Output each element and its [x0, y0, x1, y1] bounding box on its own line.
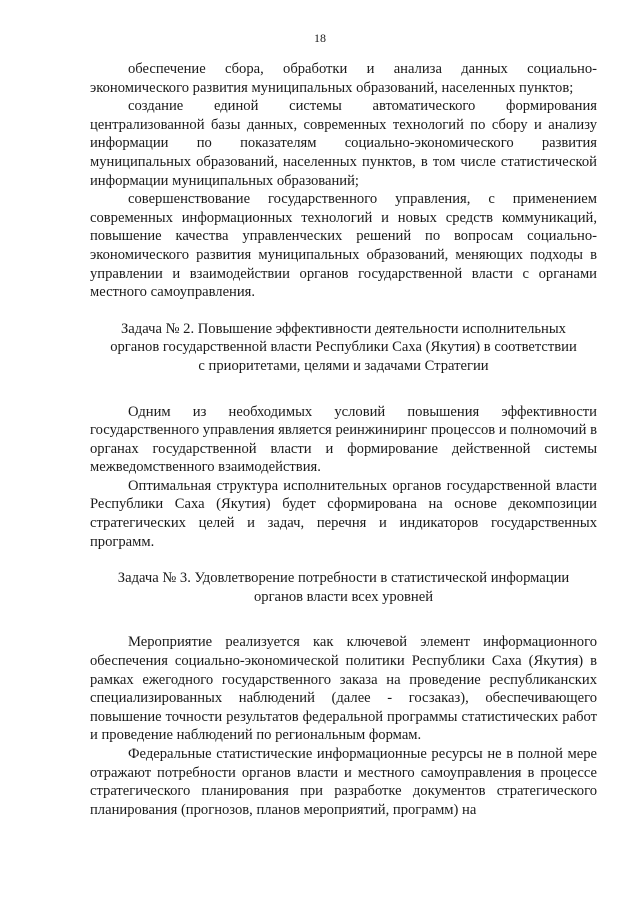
page-number: 18	[314, 31, 326, 45]
paragraph-optimal-structure: Оптимальная структура исполнительных органов государственной власти Республики Саха (Якутия) будет сформирована на основе декомпозиции стратегических целей и задач, перечня и индикаторов государственных программ.	[90, 477, 597, 550]
paragraph-governance-improvement: совершенствование государственного управления, с применением современных информационных технологий и новых средств коммуникаций, повышение качества управленческих решений по вопросам социально-экономического развития муниципальных образований, меняющих подходы в управлении и взаимодействии органов государственной власти с органами местного самоуправления.	[90, 191, 597, 301]
spacer	[90, 302, 597, 320]
paragraph-data-collection: обеспечение сбора, обработки и анализа данных социально-экономического развития муниципальных образований, населенных пунктов;	[90, 61, 597, 96]
heading-task-2: Задача № 2. Повышение эффективности деятельности исполнительных органов государственной власти Республики Саха (Якутия) в соответствии с приоритетами, целями и задачами Стратегии	[110, 320, 577, 374]
spacer	[90, 551, 597, 569]
paragraph-state-order: Мероприятие реализуется как ключевой элемент информационного обеспечения социально-экономической политики Республики Саха (Якутия) в рамках ежегодного государственного заказа на проведение республиканских специализированных наблюдений (далее - госзаказ), обеспечивающего повышение точности результатов федеральной программы статистических работ и проведение наблюдений по региональным формам.	[90, 634, 597, 744]
spacer	[90, 606, 597, 633]
paragraph-federal-resources: Федеральные статистические информационные ресурсы не в полной мере отражают потребности органов власти и местного самоуправления в процессе стратегического планирования при разработке документов стратегического планирования (прогнозов, планов мероприятий, программ) на	[90, 746, 597, 818]
heading-task-3: Задача № 3. Удовлетворение потребности в статистической информации органов власти всех уровней	[117, 570, 570, 605]
document-body	[90, 60, 597, 819]
paragraph-reengineering: Одним из необходимых условий повышения эффективности государственного управления является реинжиниринг процессов и полномочий в органах государственной власти и формирование действенной системы межведомственного взаимодействия.	[90, 403, 597, 476]
paragraph-centralized-database: создание единой системы автоматического формирования централизованной базы данных, современных технологий по сбору и анализу информации по показателям социально-экономического развития муниципальных образований, населенных пунктов, в том числе статистической информации муниципальных образований;	[90, 98, 597, 189]
spacer	[90, 376, 597, 403]
